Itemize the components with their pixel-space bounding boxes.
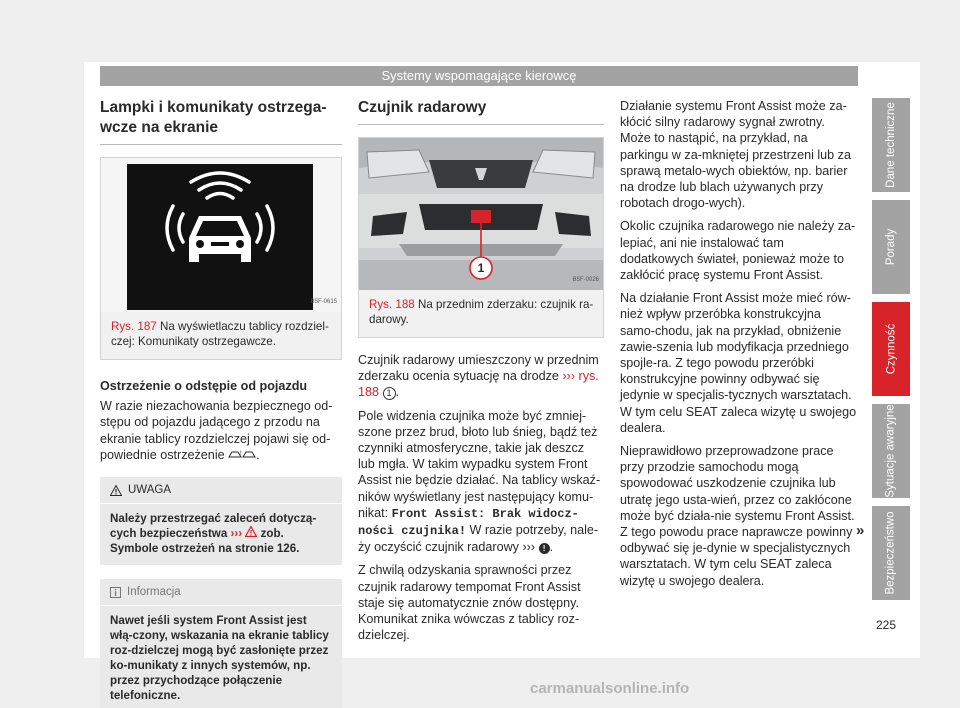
distance-warning-icon <box>228 449 256 459</box>
info-header <box>100 579 342 606</box>
figure-code: B5F-0026 <box>572 276 599 283</box>
paragraph-text: W razie niezachowania bezpiecznego od-stępu od pojazdu jadącego z przodu na ekranie tablicy rozdzielczej pojawi się od-powiednie ostrzeżenie <box>100 399 333 462</box>
paragraph: Działanie systemu Front Assist może za-kłócić silny radarowy sygnał zwrotny. Może to nastąpić, na przykład, na parkingu w za-mkniętej przestrzeni lub za sprawą metalo-wych obiektów, np. barier na drodze lub blach używanych przy robotach drogo-wych). <box>620 99 851 211</box>
figure-caption <box>101 312 341 359</box>
tab-dane-techniczne[interactable]: Dane techniczne <box>872 98 910 192</box>
front-bumper-image <box>359 138 603 290</box>
note-icon: ! <box>539 543 550 554</box>
column-2 <box>358 98 604 650</box>
figure-label[interactable]: Rys. 188 <box>369 298 415 311</box>
paragraph: Czujnik radarowy umieszczony w przednim zderzaku ocenia sytuację na drodze ››› rys. 188 1 . <box>358 353 599 400</box>
subheading: Ostrzeżenie o odstępie od pojazdu <box>100 379 308 393</box>
svg-text:!: ! <box>240 450 242 457</box>
callout-number: 1 <box>477 261 485 275</box>
chapter-tabs <box>872 98 910 610</box>
tab-porady[interactable]: Porady <box>872 200 910 294</box>
page-number: 225 <box>876 618 897 632</box>
figure-caption <box>359 290 603 337</box>
warning-text: Należy przestrzegać zaleceń dotyczą-cych bezpieczeństwa ››› zob. Symbole ostrzeżeń na stronie 126. <box>110 512 317 556</box>
display-message: Front Assist: Brak widocz-ności czujnika! <box>358 506 579 539</box>
paragraph: Okolic czujnika radarowego nie należy za-lepiać, ani nie instalować tam dodatkowych świateł, ponieważ może to zakłócić pracę systemu Front Assist. <box>620 219 856 283</box>
figure-reference-link[interactable]: ››› rys. 188 <box>358 369 599 400</box>
paragraph: Nieprawidłowo przeprowadzone prace przy przodzie samochodu mogą spowodować uszkodzenie czujnika lub utratę jego usta-wień, przez co zakłócone może być działa-nie systemu Front Assist. Z tego powodu prace naprawcze powinny odbywać się je-dynie w specjalistycznych warsztatach. W tym celu SEAT zaleca wizytę u swojego dealera. <box>620 444 855 588</box>
paragraph: W razie niezachowania bezpiecznego od-stępu od pojazdu jadącego z przodu na ekranie tablicy rozdzielczej pojawi się od-powiednie ostrzeżenie ! . <box>100 399 333 462</box>
section-title: Lampki i komunikaty ostrzega-wcze na ekranie <box>100 98 342 145</box>
column-1 <box>100 98 342 708</box>
figure-187 <box>100 157 342 360</box>
figure-188 <box>358 137 604 338</box>
info-heading: Informacja <box>127 586 181 599</box>
watermark: carmanualsonline.info <box>530 680 690 697</box>
info-text: Nawet jeśli system Front Assist jest włą-czony, wskazania na ekranie tablicy roz-dzielczej mogą być zasłonięte przez ko-munikaty z innych systemów, np. przez przychodzące połączenie telefoniczne. <box>110 614 329 703</box>
warning-header <box>100 477 342 504</box>
tab-bezpieczenstwo[interactable]: Bezpieczeństwo <box>872 506 910 600</box>
paragraph: Pole widzenia czujnika może być zmniej-szone przez brud, błoto lub śnieg, bądź też czynniki atmosferyczne, takie jak deszcz lub mgła. W takim wypadku system Front Assist nie będzie działać. Na tablicy wskaź-ników wyświetlany jest następujący komu-nikat: Front Assist: Brak widocz-ności czujnika! W razie potrzeby, nale-ży oczyścić czujnik radarowy ››› ! . <box>358 408 601 555</box>
warning-arrow-link[interactable]: ››› <box>230 527 243 541</box>
tab-czynnosc[interactable]: Czynność <box>872 302 910 396</box>
callout-reference: 1 <box>383 387 396 400</box>
info-box <box>100 579 342 708</box>
warning-triangle-icon <box>110 485 122 496</box>
continue-icon: » <box>856 522 865 539</box>
figure-code: B5F-0615 <box>310 298 337 305</box>
page-header: Systemy wspomagające kierowcę <box>100 66 858 86</box>
warning-heading: UWAGA <box>128 484 172 497</box>
warning-arrow-link[interactable]: ››› <box>522 540 536 555</box>
figure-caption-text: Na wyświetlaczu tablicy rozdziel-czej: Komunikaty ostrzegawcze. <box>111 320 329 348</box>
paragraph: Na działanie Front Assist może mieć rów-nież wpływ przeróbka konstrukcyjna samo-chodu, jak na przykład, obniżenie zawie-szenia lub modyfikacja przedniego spojle-ra. Z tego powodu przeróbki konstrukcyjne powinny odbywać się jedynie w specjalis-tycznych warsztatach. W tym celu SEAT zaleca wizytę u swojego dealera. <box>620 291 857 435</box>
column-3 <box>620 98 858 596</box>
figure-caption-text: Na przednim zderzaku: czujnik ra-darowy. <box>369 298 594 326</box>
paragraph: Z chwilą odzyskania sprawności przez czujnik radarowy tempomat Front Assist staje się automatycznie znów dostępny. Komunikat znika wówczas z tablicy roz-dzielczej. <box>358 563 581 643</box>
warning-triangle-icon <box>245 526 257 537</box>
warning-box <box>100 477 342 565</box>
info-icon <box>110 587 121 598</box>
tab-sytuacje-awaryjne[interactable]: Sytuacje awaryjne <box>872 404 910 498</box>
figure-label[interactable]: Rys. 187 <box>111 320 157 333</box>
front-assist-warning-icon <box>101 158 341 312</box>
dashboard-display-image <box>101 158 341 312</box>
section-title: Czujnik radarowy <box>358 98 604 125</box>
